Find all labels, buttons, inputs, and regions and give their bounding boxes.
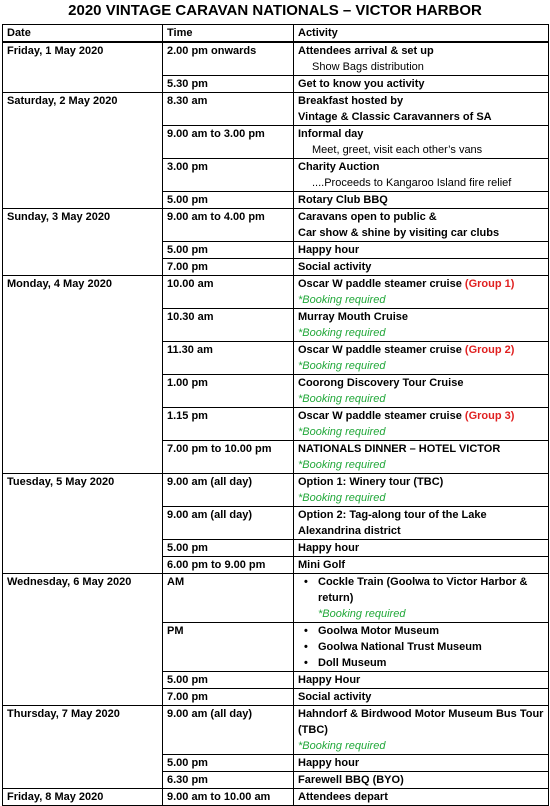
schedule-row: [3, 574, 549, 623]
activity-bullet-list: [298, 623, 544, 671]
activity-title-line2: Car show & shine by visiting car clubs: [298, 227, 500, 239]
booking-required-note: *Booking required: [298, 426, 386, 438]
day-date-cell: Tuesday, 5 May 2020: [3, 474, 163, 574]
activity-cell: [294, 276, 549, 309]
activity-title: [298, 689, 544, 705]
activity-cell: [294, 192, 549, 209]
day-date-cell: Friday, 1 May 2020: [3, 42, 163, 93]
activity-title: [298, 789, 544, 805]
booking-required-note: *Booking required: [298, 393, 386, 405]
bullet-text: Goolwa Motor Museum: [318, 625, 439, 637]
schedule-table: [2, 24, 549, 806]
activity-title: [298, 192, 544, 208]
activity-title-text: Option 1: Winery tour (TBC): [298, 476, 444, 488]
day-date-cell: Thursday, 7 May 2020: [3, 706, 163, 789]
group-label: (Group 2): [464, 344, 515, 356]
activity-cell: [294, 375, 549, 408]
activity-title-text: Caravans open to public &: [298, 211, 437, 223]
day-date-cell: Wednesday, 6 May 2020: [3, 574, 163, 706]
schedule-row: [3, 789, 549, 806]
activity-cell: [294, 242, 549, 259]
activity-cell: [294, 755, 549, 772]
time-cell: 9.00 am to 10.00 am: [163, 789, 294, 806]
activity-title-text: Happy hour: [298, 757, 360, 769]
booking-required-note: *Booking required: [298, 492, 386, 504]
schedule-row: [3, 42, 549, 76]
time-cell: 8.30 am: [163, 93, 294, 126]
activity-cell: [294, 672, 549, 689]
booking-required-note: *Booking required: [298, 740, 386, 752]
time-cell: 5.00 pm: [163, 192, 294, 209]
activity-title: [298, 93, 544, 109]
activity-title-text: NATIONALS DINNER – HOTEL VICTOR: [298, 443, 501, 455]
time-cell: 5.00 pm: [163, 755, 294, 772]
activity-title-text: Social activity: [298, 261, 372, 273]
bullet-text: Goolwa National Trust Museum: [318, 641, 482, 653]
time-cell: 11.30 am: [163, 342, 294, 375]
booking-required-note: *Booking required: [298, 360, 386, 372]
day-date-cell: Friday, 8 May 2020: [3, 789, 163, 806]
group-label: (Group 3): [464, 410, 515, 422]
activity-title-text: Happy hour: [298, 542, 360, 554]
time-cell: 10.00 am: [163, 276, 294, 309]
bullet-text: Cockle Train (Goolwa to Victor Harbor & return): [318, 576, 528, 604]
time-cell: 5.00 pm: [163, 672, 294, 689]
activity-title-text: Rotary Club BBQ: [298, 194, 388, 206]
activity-title: [298, 309, 544, 325]
header-row: [3, 25, 549, 43]
activity-title-text: Happy hour: [298, 244, 360, 256]
schedule-row: [3, 93, 549, 126]
activity-title-text: Breakfast hosted by: [298, 95, 404, 107]
activity-title-text: Hahndorf & Birdwood Motor Museum Bus Tour (TBC): [298, 708, 544, 736]
activity-cell: [294, 159, 549, 192]
activity-cell: [294, 557, 549, 574]
header-time: Time: [163, 25, 294, 43]
activity-subtext: Meet, greet, visit each other’s vans: [312, 144, 483, 156]
activity-title: [298, 259, 544, 275]
activity-title: [298, 126, 544, 142]
activity-title: [298, 242, 544, 258]
day-date-cell: Monday, 4 May 2020: [3, 276, 163, 474]
activity-title: [298, 342, 544, 358]
booking-required-note: *Booking required: [298, 294, 386, 306]
activity-cell: [294, 623, 549, 672]
activity-cell: [294, 689, 549, 706]
day-date-cell: Sunday, 3 May 2020: [3, 209, 163, 276]
activity-cell: [294, 574, 549, 623]
activity-cell: [294, 259, 549, 276]
activity-title: [298, 755, 544, 771]
time-cell: 7.00 pm to 10.00 pm: [163, 441, 294, 474]
activity-title: [298, 672, 544, 688]
activity-title-line2: Alexandrina district: [298, 525, 401, 537]
time-cell: 7.00 pm: [163, 689, 294, 706]
time-cell: 9.00 am (all day): [163, 507, 294, 540]
bullet-icon: •: [304, 625, 308, 637]
schedule-row: [3, 276, 549, 309]
activity-title-text: Option 2: Tag-along tour of the Lake: [298, 509, 487, 521]
activity-title: [298, 408, 544, 424]
activity-title-text: Oscar W paddle steamer cruise: [298, 410, 462, 422]
activity-title-text: Charity Auction: [298, 161, 380, 173]
activity-title: [298, 441, 544, 457]
activity-bullet-list: [298, 574, 544, 606]
day-date-cell: Saturday, 2 May 2020: [3, 93, 163, 209]
activity-title: [298, 76, 544, 92]
activity-cell: [294, 789, 549, 806]
activity-subtext: Show Bags distribution: [312, 61, 424, 73]
activity-title-text: Farewell BBQ (BYO): [298, 774, 404, 786]
booking-required-note: *Booking required: [298, 327, 386, 339]
bullet-item: [304, 655, 544, 671]
bullet-icon: •: [304, 657, 308, 669]
activity-cell: [294, 126, 549, 159]
activity-title: [298, 209, 544, 225]
activity-title-text: Oscar W paddle steamer cruise: [298, 278, 462, 290]
activity-title: [298, 375, 544, 391]
activity-title: [298, 474, 544, 490]
activity-title: [298, 772, 544, 788]
activity-cell: [294, 408, 549, 441]
activity-cell: [294, 342, 549, 375]
activity-title-text: Murray Mouth Cruise: [298, 311, 409, 323]
activity-cell: [294, 772, 549, 789]
schedule-row: [3, 209, 549, 242]
bullet-item: [304, 639, 544, 655]
activity-title: [298, 706, 544, 738]
time-cell: 6.00 pm to 9.00 pm: [163, 557, 294, 574]
activity-cell: [294, 540, 549, 557]
time-cell: 3.00 pm: [163, 159, 294, 192]
time-cell: 10.30 am: [163, 309, 294, 342]
activity-title: [298, 540, 544, 556]
activity-title-line2: Vintage & Classic Caravanners of SA: [298, 111, 492, 123]
activity-title: [298, 43, 544, 59]
activity-title: [298, 276, 544, 292]
activity-title-text: Social activity: [298, 691, 372, 703]
header-activity: Activity: [294, 25, 549, 43]
activity-cell: [294, 507, 549, 540]
activity-cell: [294, 474, 549, 507]
bullet-text: Doll Museum: [318, 657, 387, 669]
activity-title-text: Attendees arrival & set up: [298, 45, 434, 57]
activity-cell: [294, 42, 549, 76]
bullet-icon: •: [304, 576, 308, 588]
time-cell: 1.15 pm: [163, 408, 294, 441]
activity-cell: [294, 441, 549, 474]
activity-subtext: ....Proceeds to Kangaroo Island fire relief: [312, 177, 512, 189]
booking-required-note: *Booking required: [298, 459, 386, 471]
bullet-item: [304, 574, 544, 606]
activity-title-text: Coorong Discovery Tour Cruise: [298, 377, 464, 389]
activity-title: [298, 507, 544, 523]
time-cell: AM: [163, 574, 294, 623]
schedule-row: [3, 706, 549, 755]
bullet-icon: •: [304, 641, 308, 653]
time-cell: 6.30 pm: [163, 772, 294, 789]
activity-title-text: Get to know you activity: [298, 78, 425, 90]
time-cell: 5.30 pm: [163, 76, 294, 93]
group-label: (Group 1): [464, 278, 515, 290]
page-title: 2020 VINTAGE CARAVAN NATIONALS – VICTOR HARBOR: [68, 2, 482, 19]
time-cell: 9.00 am to 4.00 pm: [163, 209, 294, 242]
activity-title: [298, 159, 544, 175]
schedule-row: [3, 474, 549, 507]
time-cell: 2.00 pm onwards: [163, 42, 294, 76]
booking-required-note: *Booking required: [318, 608, 406, 620]
activity-cell: [294, 93, 549, 126]
activity-title-text: Attendees depart: [298, 791, 388, 803]
time-cell: 5.00 pm: [163, 242, 294, 259]
activity-title-text: Informal day: [298, 128, 364, 140]
bullet-item: [304, 623, 544, 639]
time-cell: 7.00 pm: [163, 259, 294, 276]
time-cell: 9.00 am to 3.00 pm: [163, 126, 294, 159]
activity-cell: [294, 309, 549, 342]
time-cell: 9.00 am (all day): [163, 474, 294, 507]
activity-title-text: Mini Golf: [298, 559, 346, 571]
activity-title-text: Happy Hour: [298, 674, 361, 686]
time-cell: 5.00 pm: [163, 540, 294, 557]
time-cell: 1.00 pm: [163, 375, 294, 408]
schedule-body: [3, 42, 549, 806]
activity-title: [298, 557, 544, 573]
activity-cell: [294, 76, 549, 93]
activity-cell: [294, 209, 549, 242]
time-cell: 9.00 am (all day): [163, 706, 294, 755]
header-date: Date: [3, 25, 163, 43]
activity-title-text: Oscar W paddle steamer cruise: [298, 344, 462, 356]
time-cell: PM: [163, 623, 294, 672]
activity-cell: [294, 706, 549, 755]
